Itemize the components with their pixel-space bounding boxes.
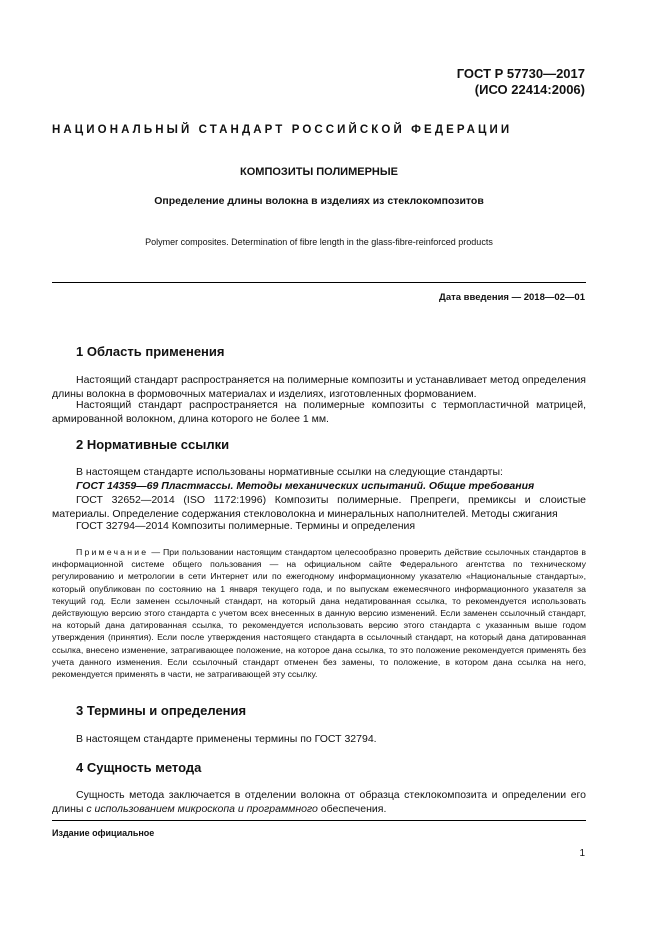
divider-top (52, 282, 586, 283)
section-1-heading: 1 Область применения (76, 344, 225, 359)
section-2-heading: 2 Нормативные ссылки (76, 437, 230, 452)
document-title: КОМПОЗИТЫ ПОЛИМЕРНЫЕ (240, 166, 398, 178)
section-3-paragraph-1: В настоящем стандарте применены термины по ГОСТ 32794. (76, 733, 377, 745)
section-1-paragraph-1: Настоящий стандарт распространяется на полимерные композиты и устанавливает метод определения длины волокна в формовочных материалах и изделиях, изготовленных формованием. (52, 374, 586, 400)
section-4-paragraph-1 (52, 788, 586, 816)
iso-number: (ИСО 22414:2006) (474, 82, 585, 97)
section-3-heading: 3 Термины и определения (76, 703, 247, 718)
section-4-text-italic: с использованием микроскопа и программного (86, 803, 318, 815)
document-subtitle: Определение длины волокна в изделиях из стеклокомпозитов (154, 195, 484, 207)
section-2-intro: В настоящем стандарте использованы нормативные ссылки на следующие стандарты: (76, 466, 503, 478)
normative-reference-3: ГОСТ 32794—2014 Композиты полимерные. Термины и определения (76, 520, 416, 532)
divider-bottom (52, 820, 586, 821)
section-4-text-a: Сущность метода заключается в отделении волокна от образца стеклокомпозита и определении его длины (52, 789, 586, 815)
national-standard-banner: НАЦИОНАЛЬНЫЙ СТАНДАРТ РОССИЙСКОЙ ФЕДЕРАЦИИ (52, 124, 513, 136)
effective-date: Дата введения — 2018—02—01 (439, 292, 585, 303)
note-block (52, 546, 586, 680)
normative-reference-1: ГОСТ 14359—69 Пластмассы. Методы механических испытаний. Общие требования (76, 480, 535, 492)
page-number: 1 (579, 848, 585, 859)
official-edition-label: Издание официальное (52, 828, 155, 838)
gost-number: ГОСТ Р 57730—2017 (456, 66, 585, 81)
english-title: Polymer composites. Determination of fibre length in the glass-fibre-reinforced products (145, 237, 493, 247)
note-label: Примечание (76, 547, 149, 557)
normative-reference-2: ГОСТ 32652—2014 (ISO 1172:1996) Композиты полимерные. Препреги, премиксы и слоистые материалы. Определение содержания стекловолокна и минеральных наполнителей. Методы сжигания (52, 494, 586, 520)
note-text: — При пользовании настоящим стандартом целесообразно проверить действие ссылочных стандартов в информационной системе общего пользования — на официальном сайте Федерального агентства по техническому регулированию и метрологии в сети Интернет или по ежегодному информационному указателю «Национальные стандарты», который опубликован по состоянию на 1 января текущего года, и по выпускам ежемесячного информационного указателя за текущий год. Если заменен ссылочный стандарт, на который дана недатированная ссылка, то рекомендуется использовать действующую версию этого стандарта с учетом всех внесенных в данную версию изменений. Если заменен ссылочный стандарт, на который дана датированная ссылка, то рекомендуется использовать версию этого стандарта с указанным выше годом утверждения (принятия). Если после утверждения настоящего стандарта в ссылочный стандарт, на который дана датированная ссылка, внесено изменение, затрагивающее положение, на которое дана ссылка, то это положение рекомендуется применять без учета данного изменения. Если ссылочный стандарт отменен без замены, то положение, в котором дана ссылка на него, рекомендуется применять в части, не затрагивающей эту ссылку. (52, 547, 586, 680)
section-4-text-c: обеспечения. (317, 803, 387, 815)
section-1-paragraph-2: Настоящий стандарт распространяется на полимерные композиты с термопластичной матрицей, армированной волокном, длина которого не более 1 мм. (52, 399, 586, 425)
section-4-heading: 4 Сущность метода (76, 760, 202, 775)
